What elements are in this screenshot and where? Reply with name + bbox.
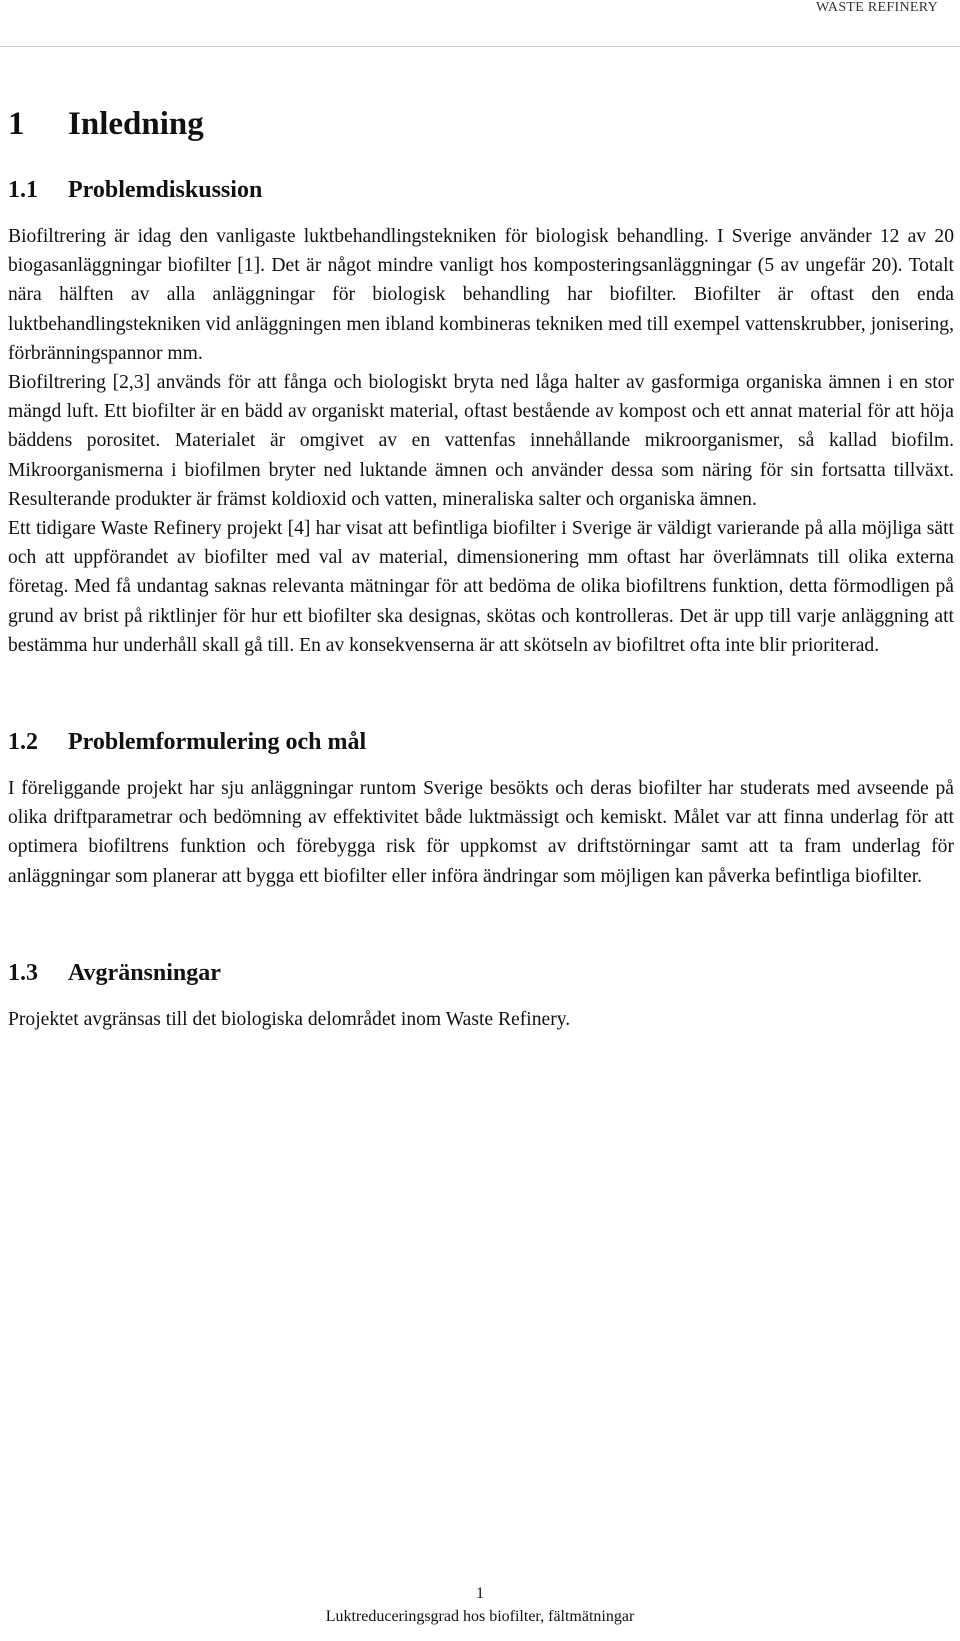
section-problemdiskussion [8,172,954,660]
body-paragraph: Projektet avgränsas till det biologiska delområdet inom Waste Refinery. [8,1008,571,1030]
body-paragraph: I föreliggande projekt har sju anläggningar runtom Sverige besökts och deras biofilter har studerats med avseende på olika driftparametrar och bedömning av effektivitet både luktmässigt och kemiskt. Målet var att finna underlag för att optimera biofiltrens funktion och förebygga risk för uppkomst av driftstörningar samt att ta fram underlag för anläggningar som planerar att bygga ett biofilter eller införa ändringar som möjligen kan påverka befintliga biofilter. [8,778,954,887]
section-avgransningar [8,955,954,1034]
header-divider [0,46,960,47]
section-number: 1.1 [8,177,38,203]
body-paragraph: Biofiltrering [2,3] används för att fånga och biologiskt bryta ned låga halter av gasformiga organiska ämnen i en stor mängd luft. Ett biofilter är en bädd av organiskt material, oftast bestående av kompost och ett annat material för att höja bäddens porositet. Materialet är omgivet av en vattenfas innehållande mikroorganismer, så kallad biofilm. Mikroorganismerna i biofilmen bryter ned luktande ämnen och använder dessa som näring för sin fortsatta tillväxt. Resulterande produkter är främst koldioxid och vatten, mineraliska salter och organiska ämnen. [8,372,954,510]
chapter-heading [8,100,954,148]
running-header: WASTE REFINERY [815,0,938,15]
section-title: Problemformulering och mål [68,729,367,756]
section-heading [8,724,954,760]
section-heading [8,172,954,208]
section-title: Problemdiskussion [68,177,263,203]
page-number: 1 [476,1585,484,1602]
page-content [8,100,954,1034]
body-paragraph: Ett tidigare Waste Refinery projekt [4] har visat att befintliga biofilter i Sverige är väldigt varierande på alla möjliga sätt och att uppförandet av biofilter med val av material, dimensionering mm oftast har överlämnats till olika externa företag. Med få undantag saknas relevanta mätningar för att bedöma de olika biofiltrens funktion, detta förmodligen på grund av brist på riktlinjer för hur ett biofilter ska designas, skötas och kontrolleras. Det är upp till varje anläggning att bestämma hur underhåll skall gå till. En av konsekvenserna är att skötseln av biofiltret ofta inte blir prioriterad. [8,518,954,656]
section-number: 1.3 [8,959,38,986]
section-problemformulering [8,724,954,891]
chapter-number: 1 [8,106,25,142]
chapter-title: Inledning [68,106,204,142]
section-heading [8,955,954,991]
section-number: 1.2 [8,729,38,756]
footer-document-title: Luktreduceringsgrad hos biofilter, fältmätningar [325,1608,635,1625]
body-paragraph: Biofiltrering är idag den vanligaste luktbehandlingstekniken för biologisk behandling. I Sverige använder 12 av 20 biogasanläggningar biofilter [1]. Det är något mindre vanligt hos komposteringsanläggningar (5 av ungefär 20). Totalt nära hälften av alla anläggningar för biologisk behandling har biofilter. Biofilter är oftast den enda luktbehandlingstekniken vid anläggningen men ibland kombineras tekniken med till exempel vattenskrubber, jonisering, förbränningspannor mm. [8,226,954,364]
section-title: Avgränsningar [68,959,221,986]
